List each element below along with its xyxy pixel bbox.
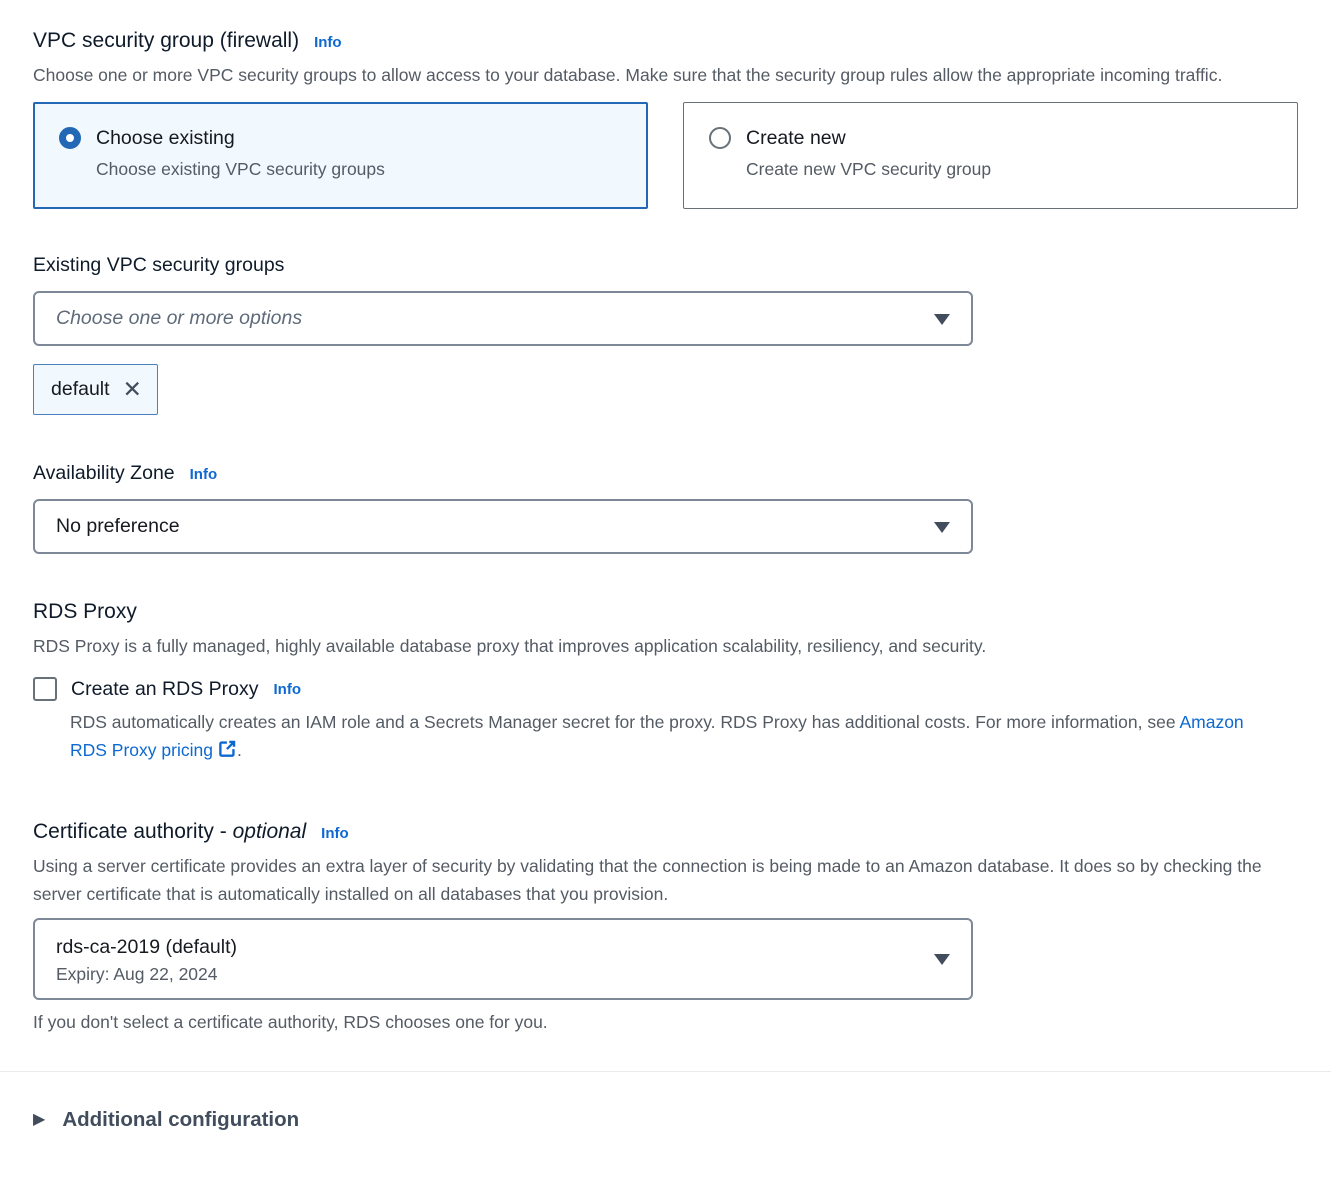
additional-configuration-label: Additional configuration xyxy=(62,1108,300,1131)
token-default-label: default xyxy=(51,378,110,400)
rds-proxy-pricing-link[interactable]: Amazon RDS Proxy pricing xyxy=(70,712,1244,760)
certificate-authority-helper: If you don't select a certificate authority, RDS chooses one for you. xyxy=(33,1012,548,1032)
vpc-security-group-title: VPC security group (firewall) xyxy=(33,29,300,52)
existing-groups-label: Existing VPC security groups xyxy=(33,254,285,276)
availability-zone-select[interactable] xyxy=(33,499,973,554)
choose-existing-radio-row xyxy=(59,126,646,150)
external-link-icon xyxy=(218,738,237,766)
create-rds-proxy-info-link[interactable]: Info xyxy=(273,680,301,698)
create-rds-proxy-checkbox[interactable] xyxy=(33,677,57,701)
choose-existing-description: Choose existing VPC security groups xyxy=(96,159,385,179)
create-new-description: Create new VPC security group xyxy=(746,159,992,179)
vpc-security-group-info-link[interactable]: Info xyxy=(314,34,342,51)
choose-existing-card[interactable] xyxy=(33,102,648,209)
token-default xyxy=(33,364,158,415)
create-new-label: Create new xyxy=(746,127,846,149)
create-new-radio[interactable] xyxy=(709,127,731,149)
vpc-security-group-options xyxy=(33,102,1298,209)
additional-configuration-expander[interactable] xyxy=(33,1108,1298,1132)
rds-proxy-note-period: . xyxy=(236,740,242,760)
existing-groups-select[interactable] xyxy=(33,291,973,346)
chevron-down-icon xyxy=(934,314,950,325)
vpc-security-group-description: Choose one or more VPC security groups to allow access to your database. Make sure that the security group rules allow the appropriate incoming traffic. xyxy=(33,65,1223,85)
optional-label: optional xyxy=(232,820,307,843)
choose-existing-radio[interactable] xyxy=(59,127,81,149)
rds-proxy-description: RDS Proxy is a fully managed, highly available database proxy that improves application scalability, resiliency, and security. xyxy=(33,636,987,656)
certificate-authority-heading-row xyxy=(33,818,1298,845)
create-new-card[interactable] xyxy=(683,102,1298,209)
chevron-down-icon xyxy=(934,522,950,533)
section-divider xyxy=(0,1071,1331,1072)
availability-zone-heading-row xyxy=(33,461,1298,486)
rds-proxy-note xyxy=(70,708,1265,766)
create-new-radio-row xyxy=(709,126,1297,150)
certificate-authority-description: Using a server certificate provides an extra layer of security by validating that the connection is being made to an Amazon database. It does so by checking the server certificate that is automatically installed on all databases that you provision. xyxy=(33,856,1262,904)
token-dismiss-icon[interactable]: ✕ xyxy=(122,376,142,402)
existing-groups-placeholder: Choose one or more options xyxy=(56,307,303,329)
availability-zone-info-link[interactable]: Info xyxy=(189,466,218,483)
rds-proxy-note-text: RDS automatically creates an IAM role and a Secrets Manager secret for the proxy. RDS Proxy has additional costs. For more information, see xyxy=(70,712,1180,732)
expander-arrow-icon: ▶ xyxy=(33,1111,46,1128)
certificate-authority-value: rds-ca-2019 (default) xyxy=(56,935,238,958)
create-rds-proxy-label: Create an RDS Proxy xyxy=(71,677,259,700)
certificate-authority-title: Certificate authority - optional xyxy=(33,820,307,843)
choose-existing-label: Choose existing xyxy=(96,127,235,149)
availability-zone-label: Availability Zone xyxy=(33,462,175,484)
vpc-security-group-heading-row xyxy=(33,27,1298,54)
availability-zone-value: No preference xyxy=(56,515,180,537)
rds-proxy-title: RDS Proxy xyxy=(33,600,137,623)
certificate-authority-select[interactable] xyxy=(33,918,973,1000)
certificate-authority-info-link[interactable]: Info xyxy=(321,825,349,842)
chevron-down-icon xyxy=(934,954,950,965)
create-rds-proxy-row xyxy=(33,677,1298,701)
certificate-authority-expiry: Expiry: Aug 22, 2024 xyxy=(56,963,218,984)
